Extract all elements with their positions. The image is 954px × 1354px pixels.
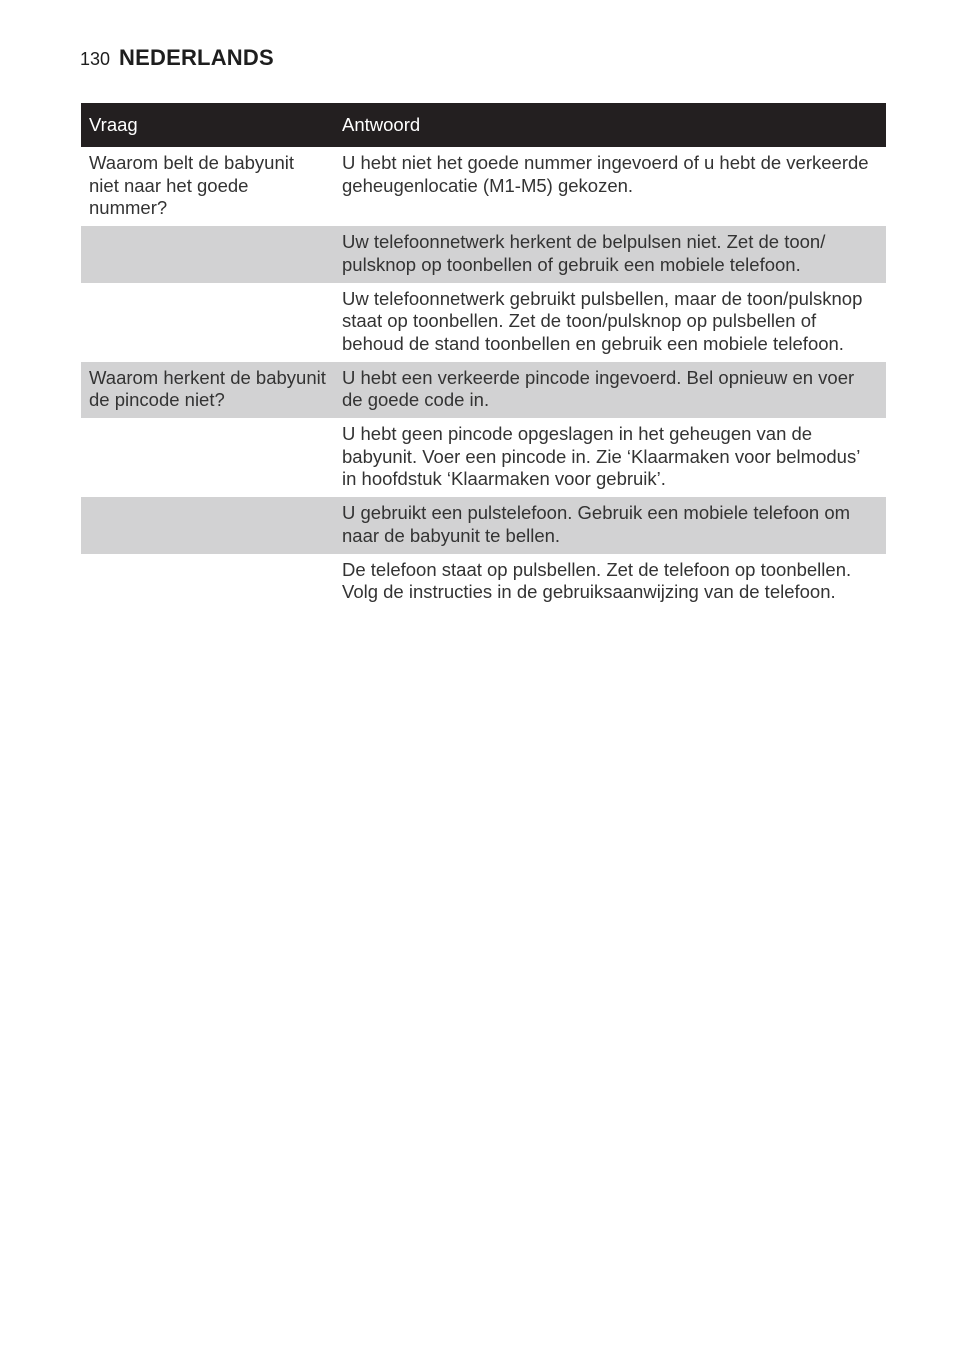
table-row (81, 497, 886, 553)
question-cell: Waarom belt de babyunit niet naar het goede nummer? (89, 152, 294, 219)
answer-cell: U hebt een verkeerde pincode ingevoerd. Bel opnieuw en voer de goede code in. (334, 362, 886, 418)
question-cell (81, 554, 334, 610)
page-number: 130 (80, 49, 111, 69)
question-cell (81, 497, 334, 553)
table-row (81, 283, 886, 362)
page-header (80, 45, 274, 71)
table-row (81, 226, 886, 282)
table-row (81, 418, 886, 497)
question-cell (81, 226, 334, 282)
question-cell (81, 418, 334, 497)
table-row (81, 147, 886, 226)
question-cell: Waarom herkent de babyunit de pincode niet? (81, 362, 334, 418)
answer-cell: U gebruikt een pulstelefoon. Gebruik een mobiele telefoon om naar de babyunit te bellen. (334, 497, 886, 553)
question-cell (81, 283, 334, 362)
column-header-question: Vraag (81, 103, 334, 147)
answer-cell: Uw telefoonnetwerk herkent de belpulsen niet. Zet de toon/ pulsknop op toonbellen of gebruik een mobiele telefoon. (334, 226, 886, 282)
answer-cell: U hebt geen pincode opgeslagen in het geheugen van de babyunit. Voer een pincode in. Zie ‘Klaarmaken voor belmodus’ in hoofdstuk ‘Klaarmaken voor gebruik’. (342, 423, 860, 490)
troubleshooting-table (81, 103, 886, 610)
section-title: NEDERLANDS (119, 45, 274, 70)
answer-cell: U hebt niet het goede nummer ingevoerd of u hebt de verkeerde geheugenlocatie (M1-M5) gekozen. (342, 152, 869, 196)
answer-cell: Uw telefoonnetwerk gebruikt pulsbellen, maar de toon/pulsknop staat op toonbellen. Zet de toon/pulsknop op pulsbellen of behoud de stand toonbellen en gebruik een mobiele telefoon. (342, 287, 863, 354)
table-row (81, 362, 886, 418)
table-row (81, 554, 886, 610)
column-header-answer: Antwoord (334, 103, 886, 147)
answer-cell: De telefoon staat op pulsbellen. Zet de telefoon op toonbellen. Volg de instructies in de gebruiksaanwijzing van de telefoon. (342, 558, 852, 603)
table-header-row (81, 103, 886, 147)
